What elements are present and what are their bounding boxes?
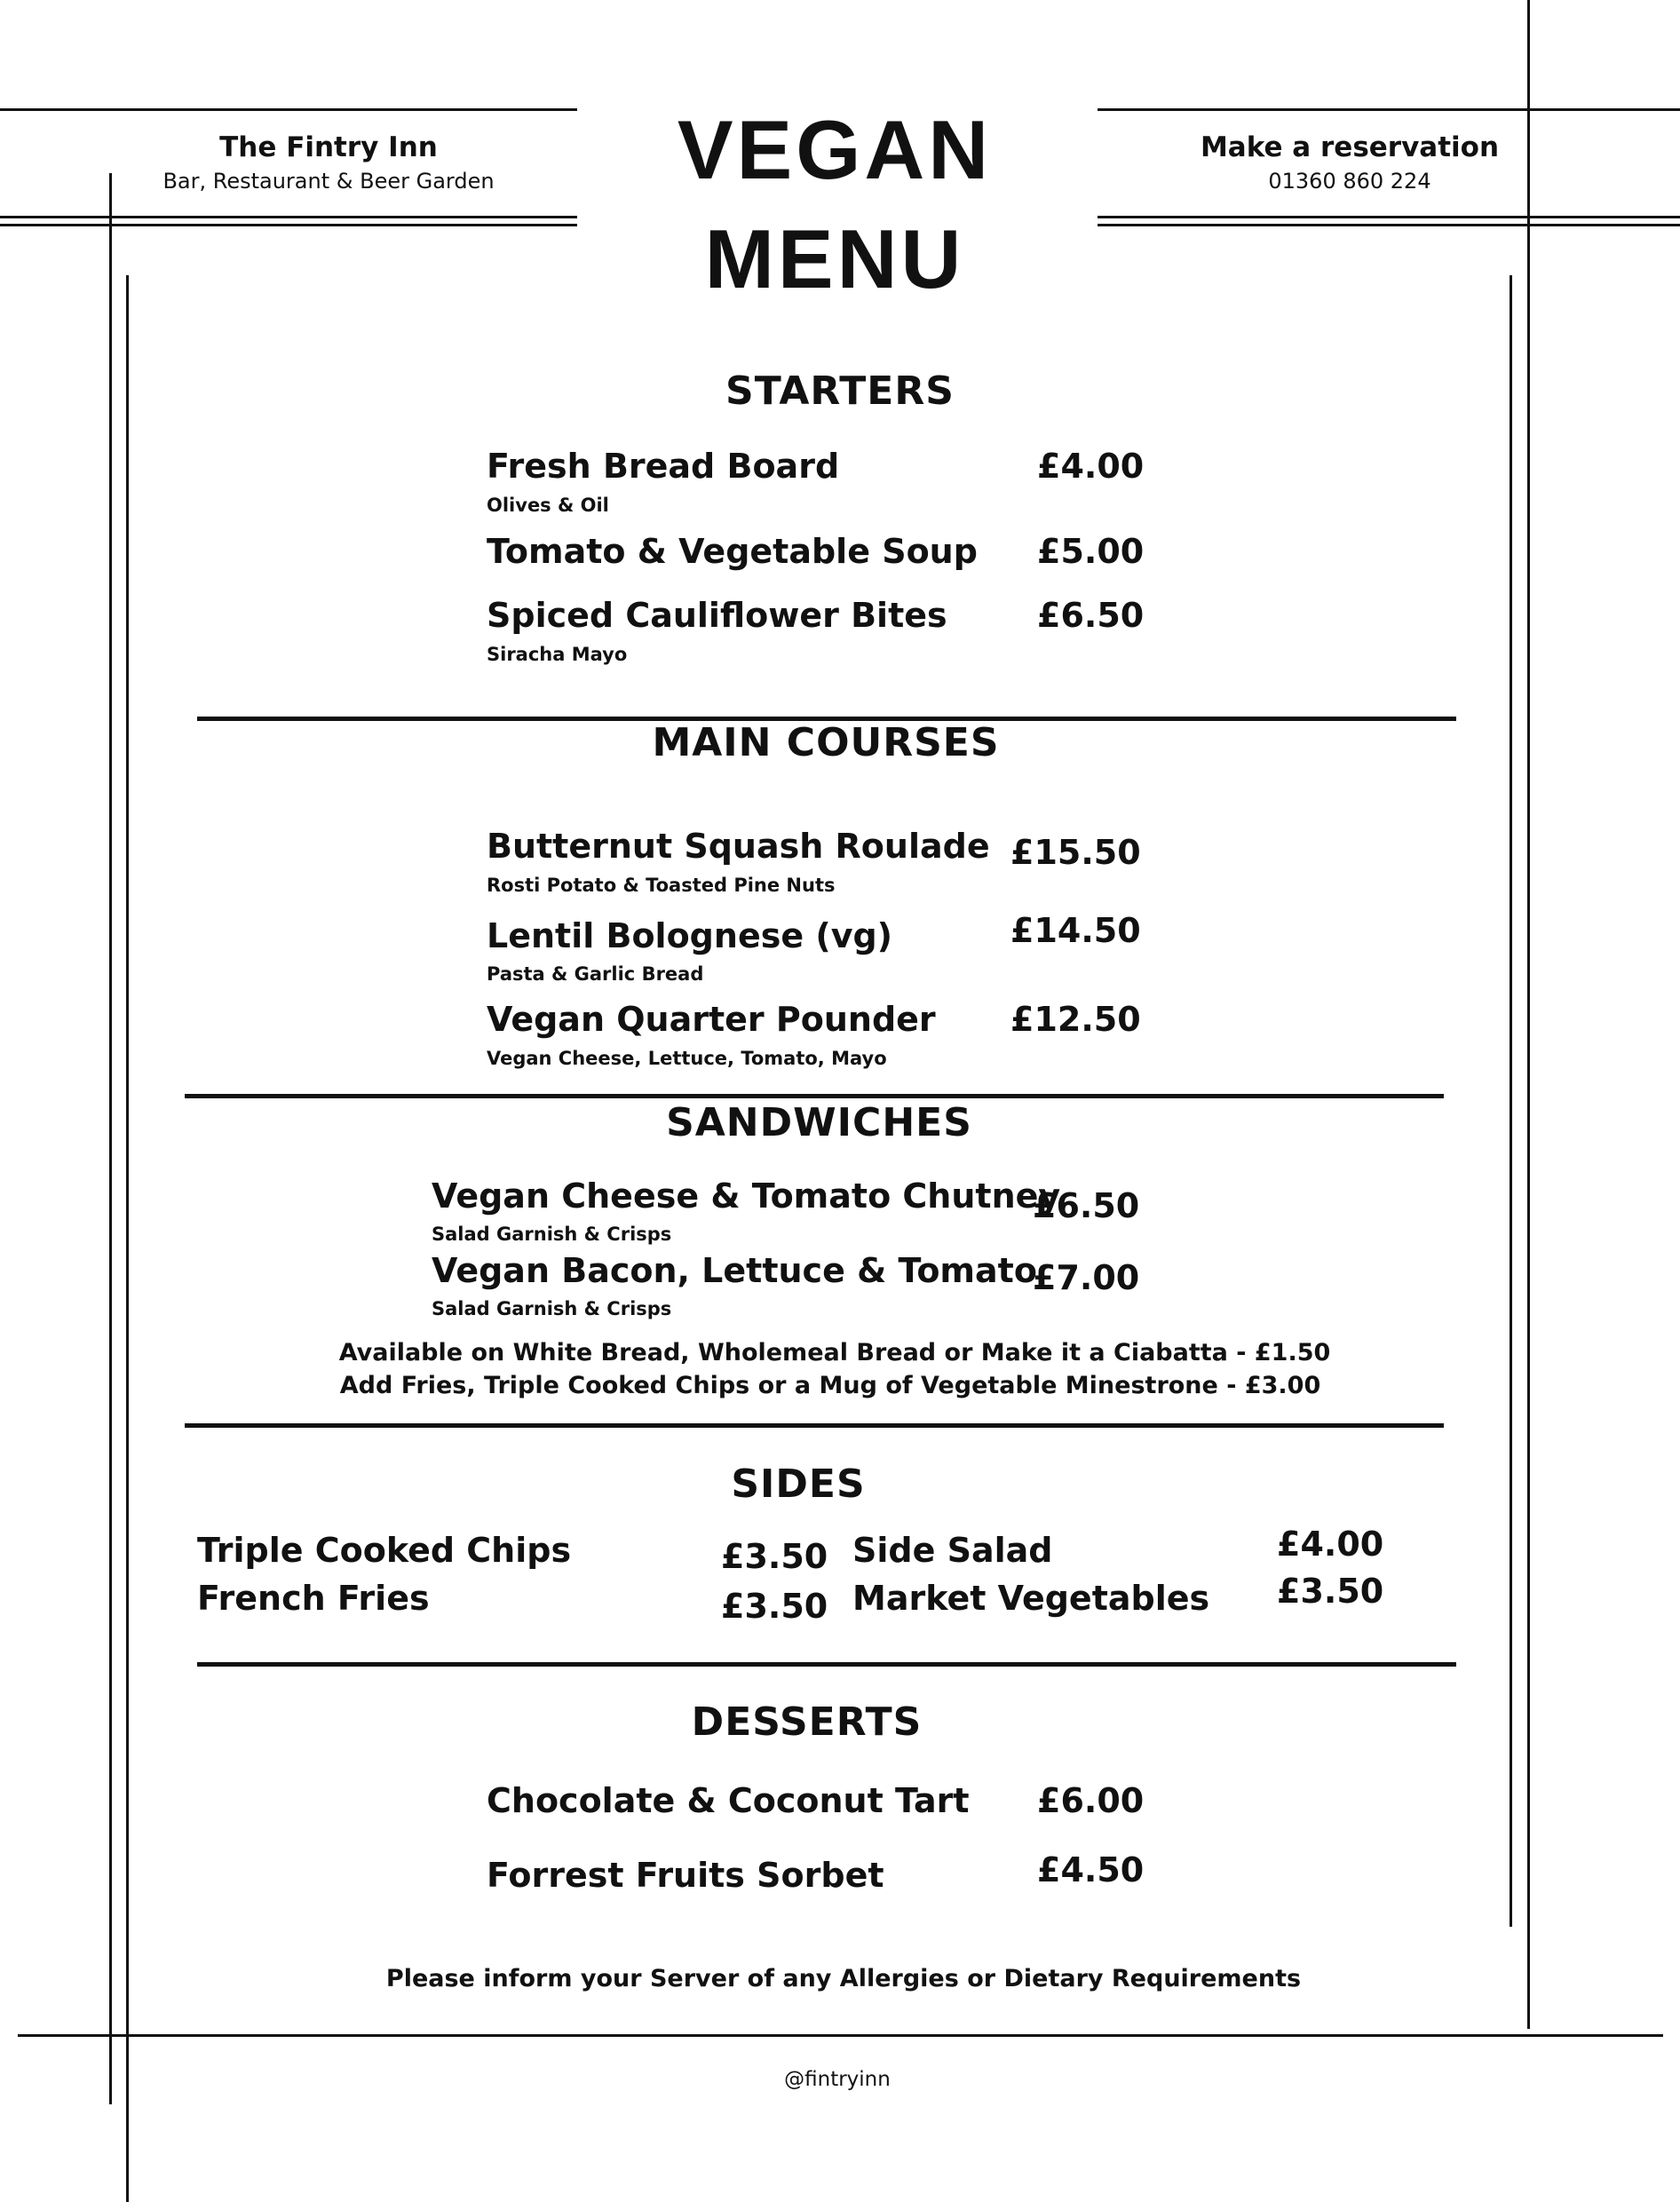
side-item-price: £3.50 <box>1277 1572 1384 1611</box>
top-right-double-rule-a <box>1098 216 1680 218</box>
starter-item-name: Tomato & Vegetable Soup <box>487 532 978 571</box>
starter-item-price: £6.50 <box>1037 596 1145 635</box>
side-item-price: £3.50 <box>721 1537 828 1576</box>
venue-block <box>115 131 542 194</box>
phone-number[interactable]: 01360 860 224 <box>1268 169 1431 194</box>
sandwich-item-price: £6.50 <box>1033 1186 1140 1225</box>
main-item-desc: Rosti Potato & Toasted Pine Nuts <box>487 875 836 896</box>
section-heading-sandwiches: SANDWICHES <box>666 1100 972 1145</box>
reservation-label: Make a reservation <box>1200 131 1500 163</box>
side-item-name: Side Salad <box>852 1531 1053 1570</box>
top-right-double-rule-b <box>1098 224 1680 226</box>
side-item-name: Triple Cooked Chips <box>197 1531 572 1570</box>
side-item-price: £3.50 <box>721 1587 828 1626</box>
bottom-rule <box>18 2034 1663 2037</box>
title-line-menu: MENU <box>704 212 965 305</box>
starter-item-price: £4.00 <box>1037 447 1145 486</box>
side-item-price: £4.00 <box>1277 1525 1384 1564</box>
section-heading-sides: SIDES <box>731 1461 866 1507</box>
sandwich-item-price: £7.00 <box>1033 1258 1140 1297</box>
section-heading-starters: STARTERS <box>725 368 955 414</box>
venue-name: The Fintry Inn <box>219 131 438 163</box>
sandwich-item-desc: Salad Garnish & Crisps <box>432 1298 672 1319</box>
top-left-double-rule-b <box>0 224 577 226</box>
sandwich-item-name: Vegan Cheese & Tomato Chutney <box>432 1176 1061 1216</box>
left-inner-vertical <box>126 275 129 2202</box>
main-item-price: £15.50 <box>1010 833 1141 872</box>
dessert-item-price: £6.00 <box>1037 1781 1145 1820</box>
starter-item-price: £5.00 <box>1037 532 1145 571</box>
sandwich-bread-note: Available on White Bread, Wholemeal Bread or Make it a Ciabatta - £1.50 <box>338 1339 1331 1366</box>
section-divider <box>185 1094 1444 1098</box>
main-item-price: £12.50 <box>1010 1000 1141 1039</box>
sandwich-addon-note: Add Fries, Triple Cooked Chips or a Mug of Vegetable Minestrone - £3.00 <box>339 1372 1321 1399</box>
dessert-item-name: Forrest Fruits Sorbet <box>487 1856 884 1895</box>
dessert-item-name: Chocolate & Coconut Tart <box>487 1781 970 1820</box>
starter-item-desc: Olives & Oil <box>487 495 609 516</box>
main-item-name: Butternut Squash Roulade <box>487 827 990 866</box>
reservation-block <box>1154 131 1545 194</box>
menu-title <box>622 103 1048 305</box>
sandwich-item-name: Vegan Bacon, Lettuce & Tomato <box>432 1251 1037 1290</box>
main-item-desc: Pasta & Garlic Bread <box>487 963 704 985</box>
title-line-vegan: VEGAN <box>677 103 993 196</box>
main-item-name: Vegan Quarter Pounder <box>487 1000 936 1039</box>
sandwich-item-desc: Salad Garnish & Crisps <box>432 1224 672 1245</box>
section-divider <box>185 1423 1444 1428</box>
starter-item-name: Fresh Bread Board <box>487 447 840 486</box>
top-left-rule <box>0 108 577 111</box>
top-right-rule <box>1098 108 1680 111</box>
dessert-item-price: £4.50 <box>1037 1850 1145 1889</box>
starter-item-desc: Siracha Mayo <box>487 644 628 665</box>
social-handle[interactable]: @fintryinn <box>784 2068 891 2091</box>
main-item-name: Lentil Bolognese (vg) <box>487 916 893 955</box>
allergy-notice: Please inform your Server of any Allergies or Dietary Requirements <box>385 1965 1302 1992</box>
side-item-name: Market Vegetables <box>852 1579 1210 1618</box>
venue-tagline: Bar, Restaurant & Beer Garden <box>162 169 495 194</box>
starter-item-name: Spiced Cauliflower Bites <box>487 596 947 635</box>
side-item-name: French Fries <box>197 1579 430 1618</box>
top-left-double-rule-a <box>0 216 577 218</box>
section-divider <box>197 1662 1456 1667</box>
section-heading-desserts: DESSERTS <box>691 1699 923 1745</box>
main-item-price: £14.50 <box>1010 911 1141 950</box>
main-item-desc: Vegan Cheese, Lettuce, Tomato, Mayo <box>487 1048 887 1069</box>
section-heading-mains: MAIN COURSES <box>652 720 1000 765</box>
